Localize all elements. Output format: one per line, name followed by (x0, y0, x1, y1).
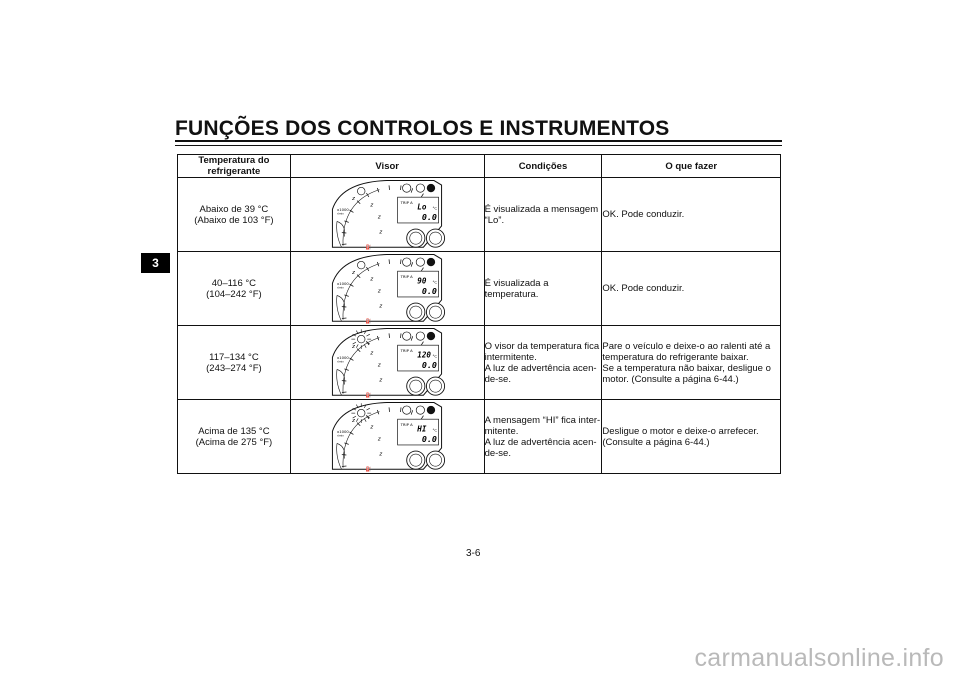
trip-label: TRIP A (400, 273, 413, 279)
coolant-temp-readout: 90 (417, 276, 427, 286)
svg-text:z: z (370, 202, 374, 209)
rpm-label: r/min (337, 212, 345, 216)
shift-light-icon (358, 187, 366, 195)
rpm-unit: x1000 (337, 206, 349, 212)
temp-unit: °C (432, 205, 438, 211)
display-cell (290, 252, 484, 326)
fuel-icon: ⛽ (365, 393, 372, 399)
display-cell (290, 400, 484, 474)
temp-unit: °C (432, 427, 438, 433)
chapter-tab: 3 (141, 253, 170, 273)
fuel-icon: ⛽ (365, 245, 372, 251)
rpm-unit: x1000 (337, 428, 349, 434)
temperature-cell: Abaixo de 39 °C (Abaixo de 103 °F) (178, 178, 291, 252)
coolant-warning-icon (416, 184, 424, 192)
coolant-warning-icon (416, 332, 424, 340)
trip-readout: 0.0 (422, 211, 438, 222)
shift-light-icon (358, 409, 366, 417)
svg-text:z: z (378, 362, 381, 369)
svg-text:z: z (352, 344, 356, 351)
rpm-label: r/min (337, 286, 345, 290)
oil-warning-icon (403, 332, 411, 340)
condition-cell: O visor da temperatura fica intermitente. A luz de advertência acen- de-se. (484, 326, 602, 400)
svg-text:z: z (378, 436, 381, 443)
oil-warning-icon (403, 184, 411, 192)
trip-readout: 0.0 (422, 433, 438, 444)
table-row (178, 252, 781, 326)
table-row (178, 326, 781, 400)
header-conditions: Condições (484, 155, 602, 178)
meter-display-illustration (326, 179, 448, 251)
page-number: 3-6 (466, 548, 481, 559)
coolant-temp-readout: HI (417, 424, 427, 434)
svg-text:z: z (370, 276, 374, 283)
temp-unit: °C (432, 279, 438, 285)
temp-unit: °C (432, 353, 438, 359)
condition-cell: A mensagem “HI” fica inter- mitente. A luz de advertência acen- de-se. (484, 400, 602, 474)
condition-cell: É visualizada a mensagem “Lo”. (484, 178, 602, 252)
svg-text:z: z (370, 424, 374, 431)
svg-text:z: z (379, 451, 383, 458)
table-header-row (178, 155, 781, 178)
title-rule-thick (175, 140, 782, 142)
temperature-cell: 117–134 °C (243–274 °F) (178, 326, 291, 400)
svg-text:z: z (379, 377, 383, 384)
svg-text:z: z (378, 288, 381, 295)
svg-text:z: z (378, 214, 381, 221)
rpm-unit: x1000 (337, 280, 349, 286)
table-row (178, 400, 781, 474)
meter-display-illustration (326, 327, 448, 399)
engine-trouble-icon (427, 184, 435, 192)
oil-warning-icon (403, 406, 411, 414)
coolant-temp-readout: 120 (417, 350, 432, 360)
svg-text:z: z (352, 418, 356, 425)
svg-text:z: z (352, 270, 356, 277)
trip-readout: 0.0 (422, 285, 438, 296)
fuel-icon: ⛽ (365, 467, 372, 473)
coolant-warning-icon (416, 406, 424, 414)
condition-cell: É visualizada a temperatura. (484, 252, 602, 326)
trip-readout: 0.0 (422, 359, 438, 370)
engine-trouble-icon (427, 332, 435, 340)
table-row (178, 178, 781, 252)
header-temperature: Temperatura do refrigerante (178, 155, 291, 178)
fuel-icon: ⛽ (365, 319, 372, 325)
temperature-cell: 40–116 °C (104–242 °F) (178, 252, 291, 326)
trip-label: TRIP A (400, 347, 413, 353)
shift-light-icon (358, 335, 366, 343)
action-cell: OK. Pode conduzir. (602, 178, 781, 252)
engine-trouble-icon (427, 406, 435, 414)
action-cell: Desligue o motor e deixe-o arrefecer. (Consulte a página 6-44.) (602, 400, 781, 474)
header-display: Visor (290, 155, 484, 178)
coolant-temp-readout: Lo (417, 202, 427, 212)
action-cell: Pare o veículo e deixe-o ao ralenti até a temperatura do refrigerante baixar. Se a temperatura não baixar, desligue o motor. (Consulte a página 6-44.) (602, 326, 781, 400)
svg-text:z: z (379, 303, 383, 310)
rpm-label: r/min (337, 360, 345, 364)
meter-display-illustration (326, 401, 448, 473)
rpm-unit: x1000 (337, 354, 349, 360)
display-cell (290, 178, 484, 252)
rpm-label: r/min (337, 434, 345, 438)
action-cell: OK. Pode conduzir. (602, 252, 781, 326)
svg-text:z: z (352, 196, 356, 203)
meter-display-illustration (326, 253, 448, 325)
trip-label: TRIP A (400, 421, 413, 427)
engine-trouble-icon (427, 258, 435, 266)
display-cell (290, 326, 484, 400)
svg-text:z: z (370, 350, 374, 357)
title-rule-thin (175, 145, 782, 146)
coolant-temperature-table (177, 154, 781, 474)
header-action: O que fazer (602, 155, 781, 178)
coolant-warning-icon (416, 258, 424, 266)
temperature-cell: Acima de 135 °C (Acima de 275 °F) (178, 400, 291, 474)
trip-label: TRIP A (400, 199, 413, 205)
svg-text:z: z (379, 229, 383, 236)
shift-light-icon (358, 261, 366, 269)
page-title: FUNÇÕES DOS CONTROLOS E INSTRUMENTOS (175, 117, 670, 140)
watermark: carmanualsonline.info (694, 644, 944, 672)
oil-warning-icon (403, 258, 411, 266)
